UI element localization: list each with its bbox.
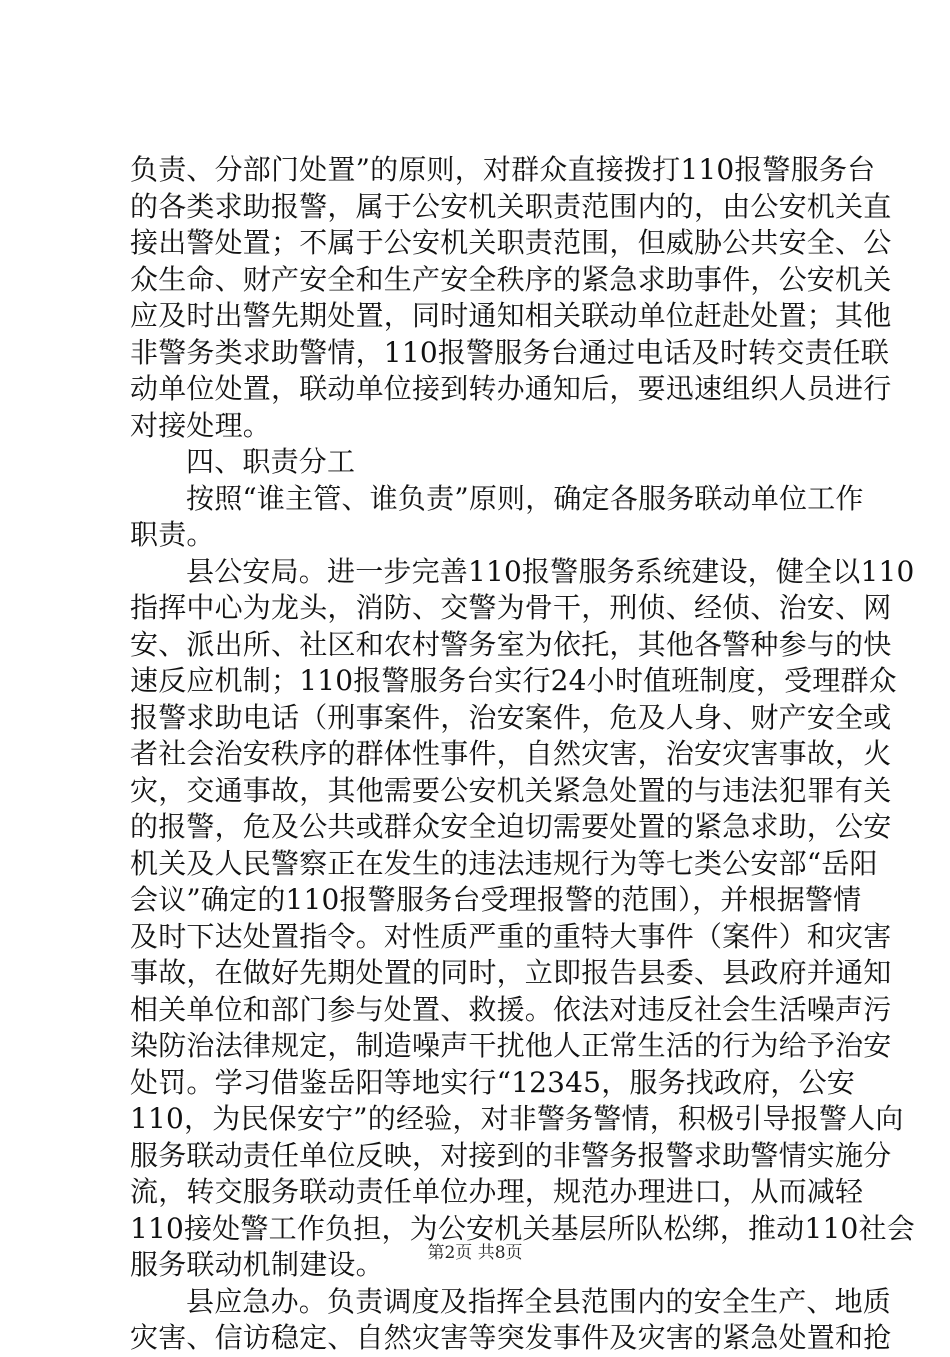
page-number-footer: 第2页 共8页 bbox=[427, 1243, 523, 1263]
paragraph-intro bbox=[130, 481, 864, 554]
text-line: 按照“谁主管、谁负责”原则，确定各服务联动单位工作 bbox=[186, 481, 864, 515]
text-line: 相关单位和部门参与处置、救援。依法对违反社会生活噪声污 bbox=[130, 992, 892, 1026]
text-line: 处罚。学习借鉴岳阳等地实行“12345，服务找政府，公安 bbox=[130, 1065, 855, 1099]
text-line: 110，为民保安宁”的经验，对非警务警情，积极引导报警人向 bbox=[130, 1102, 904, 1135]
text-line: 的各类求助报警，属于公安机关职责范围内的，由公安机关直 bbox=[130, 189, 892, 223]
text-line: 者社会治安秩序的群体性事件，自然灾害，治安灾害事故，火 bbox=[130, 737, 892, 770]
text-line: 四、职责分工 bbox=[186, 445, 356, 478]
text-line: 众生命、财产安全和生产安全秩序的紧急求助事件，公安机关 bbox=[130, 262, 892, 296]
text-line: 对接处理。 bbox=[130, 408, 272, 442]
text-line: 的报警，危及公共或群众安全迫切需要处置的紧急求助，公安 bbox=[130, 810, 892, 843]
text-line: 染防治法律规定，制造噪声干扰他人正常生活的行为给予治安 bbox=[130, 1029, 892, 1062]
text-line: 事故，在做好先期处置的同时，立即报告县委、县政府并通知 bbox=[130, 956, 892, 989]
text-line: 职责。 bbox=[130, 518, 215, 551]
text-line: 接出警处置；不属于公安机关职责范围，但威胁公共安全、公 bbox=[130, 226, 892, 259]
text-line: 报警求助电话（刑事案件，治安案件，危及人身、财产安全或 bbox=[130, 700, 892, 734]
text-line: 负责、分部门处置”的原则，对群众直接拨打110报警服务台 bbox=[130, 153, 876, 186]
text-line: 灾害、信访稳定、自然灾害等突发事件及灾害的紧急处置和抢 bbox=[130, 1321, 892, 1354]
text-line: 流，转交服务联动责任单位办理，规范办理进口，从而减轻 bbox=[130, 1175, 864, 1208]
document-body bbox=[130, 152, 915, 1357]
text-line: 服务联动责任单位反映，对接到的非警务报警求助警情实施分 bbox=[130, 1138, 892, 1172]
section-heading-responsibilities bbox=[130, 444, 830, 481]
text-line: 灾，交通事故，其他需要公安机关紧急处置的与违法犯罪有关 bbox=[130, 773, 892, 807]
text-line: 县公安局。进一步完善110报警服务系统建设，健全以110 bbox=[186, 554, 915, 588]
paragraph-public-security-bureau bbox=[130, 554, 915, 1284]
text-line: 非警务类求助警情，110报警服务台通过电话及时转交责任联 bbox=[130, 335, 890, 369]
text-line: 指挥中心为龙头，消防、交警为骨干，刑侦、经侦、治安、网 bbox=[130, 591, 892, 624]
text-line: 动单位处置，联动单位接到转办通知后，要迅速组织人员进行 bbox=[130, 372, 892, 405]
text-line: 会议”确定的110报警服务台受理报警的范围），并根据警情 bbox=[130, 883, 862, 916]
text-line: 速反应机制；110报警服务台实行24小时值班制度，受理群众 bbox=[130, 664, 897, 697]
paragraph-emergency-office bbox=[130, 1284, 892, 1357]
text-line: 110接处警工作负担，为公安机关基层所队松绑，推动110社会 bbox=[130, 1211, 915, 1245]
text-line: 服务联动机制建设。 bbox=[130, 1248, 384, 1281]
text-line: 机关及人民警察正在发生的违法违规行为等七类公安部“岳阳 bbox=[130, 846, 878, 880]
text-line: 县应急办。负责调度及指挥全县范围内的安全生产、地质 bbox=[186, 1284, 892, 1318]
text-line: 安、派出所、社区和农村警务室为依托，其他各警种参与的快 bbox=[130, 627, 892, 661]
text-line: 应及时出警先期处置，同时通知相关联动单位赶赴处置；其他 bbox=[130, 299, 892, 332]
text-line: 及时下达处置指令。对性质严重的重特大事件（案件）和灾害 bbox=[130, 919, 892, 953]
paragraph-principle bbox=[130, 152, 892, 444]
